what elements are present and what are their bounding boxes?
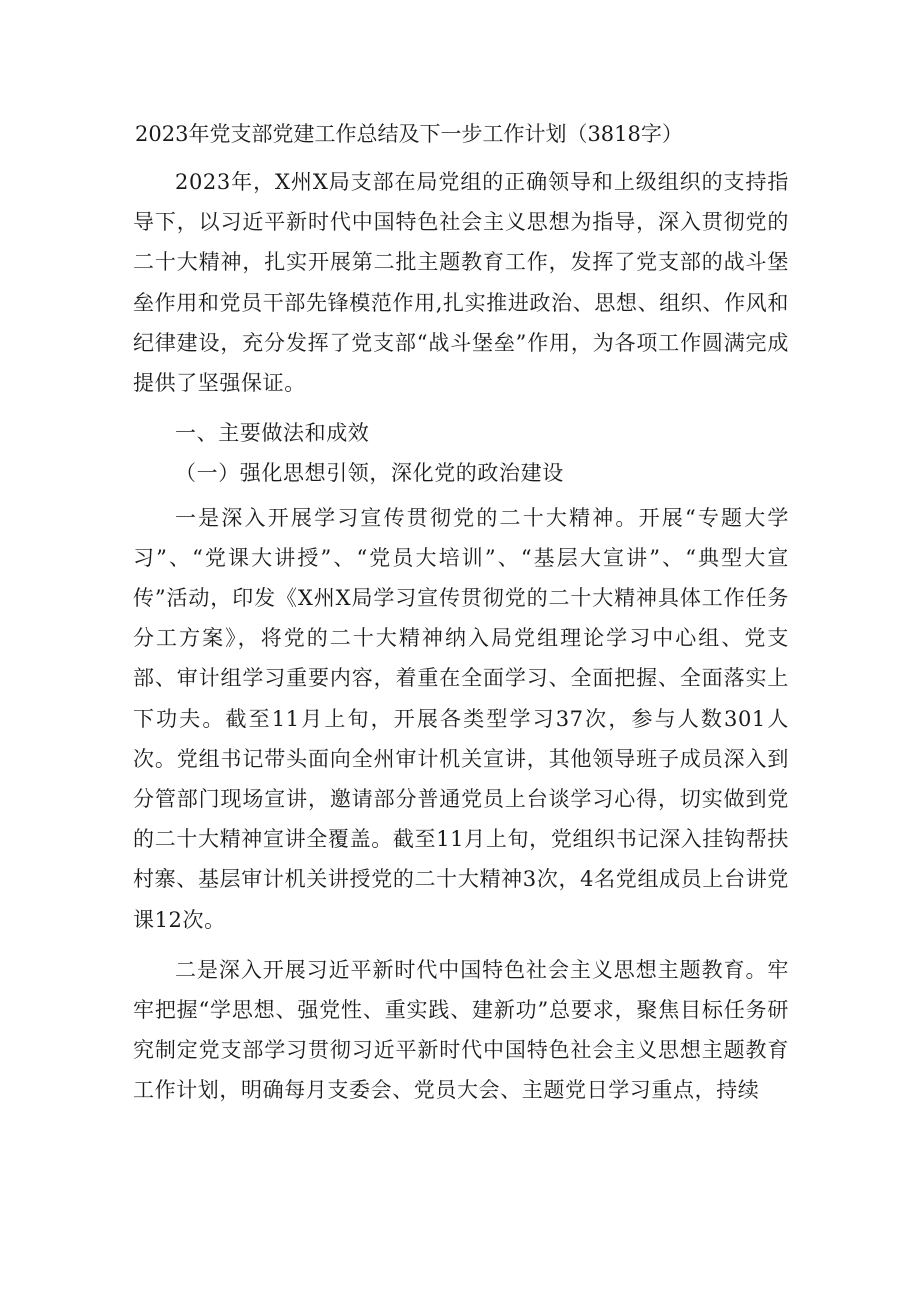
paragraph-study-20th-congress: 一是深入开展学习宣传贯彻党的二十大精神。开展“专题大学习”、“党课大讲授”、“党员大培训”、“基层大宣讲”、“典型大宣传”活动，印发《X州X局学习宣传贯彻党的二十大精神具体工作任务分工方案》，将党的二十大精神纳入局党组理论学习中心组、党支部、审计组学习重要内容，着重在全面学习、全面把握、全面落实上下功夫。截至11月上旬，开展各类型学习37次，参与人数301人次。党组书记带头面向全州审计机关宣讲，其他领导班子成员深入到分管部门现场宣讲，邀请部分普通党员上台谈学习心得，切实做到党的二十大精神宣讲全覆盖。截至11月上旬，党组织书记深入挂钩帮扶村寨、基层审计机关讲授党的二十大精神3次，4名党组成员上台讲党课12次。 (133, 505, 789, 932)
intro-paragraph: 2023年，X州X局支部在局党组的正确领导和上级组织的支持指导下，以习近平新时代中国特色社会主义思想为指导，深入贯彻党的二十大精神，扎实开展第二批主题教育工作，发挥了党支部的战斗堡垒作用和党员干部先锋模范作用,扎实推进政治、思想、组织、作风和纪律建设，充分发挥了党支部“战斗堡垒”作用，为各项工作圆满完成提供了坚强保证。 (133, 170, 789, 396)
section-heading: 一、主要做法和成效 (175, 421, 370, 446)
document-body (133, 162, 789, 1111)
subsection-heading: （一）强化思想引领，深化党的政治建设 (175, 461, 564, 486)
paragraph-theme-education: 二是深入开展习近平新时代中国特色社会主义思想主题教育。牢牢把握“学思想、强党性、重实践、建新功”总要求，聚焦目标任务研究制定党支部学习贯彻习近平新时代中国特色社会主义思想主题教育工作计划，明确每月支委会、党员大会、主题党日学习重点，持续 (133, 957, 789, 1103)
document-title: 2023年党支部党建工作总结及下一步工作计划（3818字） (135, 122, 683, 146)
